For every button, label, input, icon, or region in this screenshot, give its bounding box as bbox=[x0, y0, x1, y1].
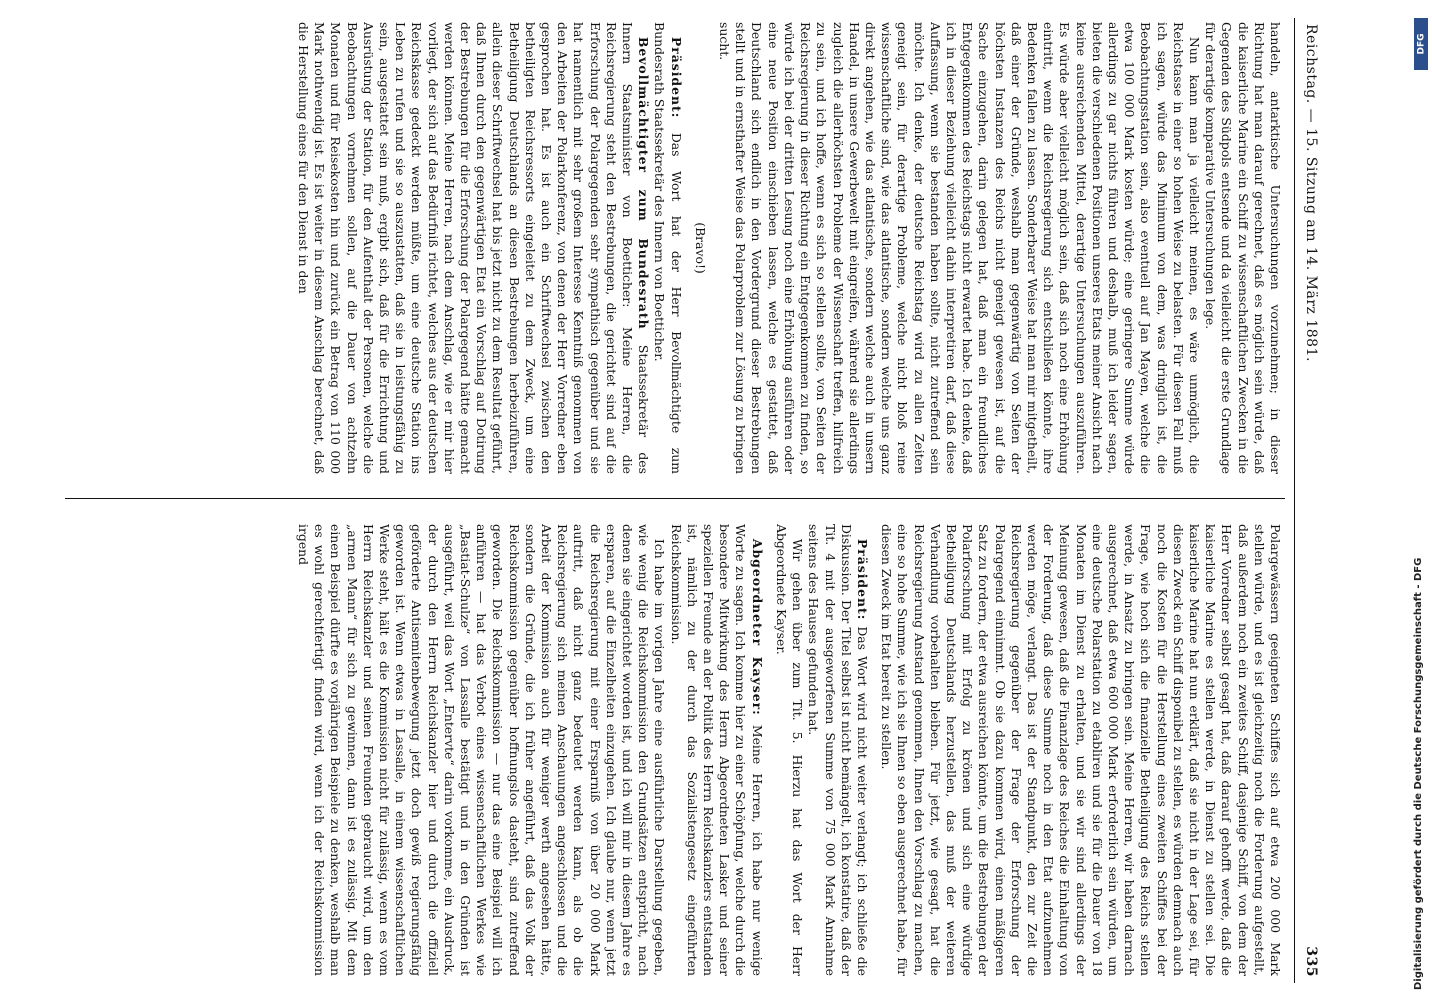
right-column bbox=[68, 524, 1283, 976]
paragraph-gap bbox=[870, 524, 878, 976]
speaker-name: Abgeordneter Kayser: bbox=[749, 538, 765, 716]
speaker-name: Präsident: bbox=[854, 538, 870, 621]
paragraph-gap bbox=[765, 524, 773, 976]
paragraph: Abgeordneter Kayser: Meine Herren, ich habe nur wenige Worte zu sagen. Ich komme hier zu einer Schöpfung, welche durch die besondere Mitwirkung des Herrn Abgeordneten Lasker und seiner speziellen Freunde an der Politik des Herrn Reichskanzlers entstanden ist, nämlich zu der durch das Sozialistengesetz eingeführten Reichskommission. bbox=[668, 524, 765, 976]
paragraph: Bevollmächtigter zum Bundesrath Staatssekretär des Innern Staatsminister von Boetticher: Meine Herren, die Reichsregierung steht den Bestrebungen, die gerichtet sind auf die Erforschung der Polargegenden sehr sympathisch gegenüber und sie hat namentlich mit sehr großem Interesse Kenntniß genommen von den Arbeiten der Polarkonferenz, von denen der Herr Vorredner eben gesprochen hat. Es ist auch ein Schriftwechsel zwischen den betheiligten Reichsressorts eingeleitet zu dem Zweck, um eine Betheiligung Deutschlands an diesen Bestrebungen herbeizuführen, allein dieser Schriftwechsel hat bis jetzt nicht zu dem Resultat geführt, daß Ihnen durch den gegenwärtigen Etat ein Vorschlag auf Dotirung der Bestrebungen für die Erforschung der Polargegend hätte gemacht werden können. Meine Herren, nach dem Anschlag, wie er mir hier vorliegt, der sich auf das Bedürfniß richtet, welches aus der deutschen Reichskasse gedeckt werden müßte, um eine deutsche Station ins Leben zu rufen und sie so auszustatten, daß sie in leistungsfähig zu sein, ausgestattet sein muß, ergibt sich, daß für die Errichtung und Ausrüstung der Station, für den Aufenthalt der Personen, welche die Beobachtungen vornehmen sollen, auf die Dauer von achtzehn Monaten und für Reisekosten hin und zurück ein Betrag von 110 000 Mark nothwendig ist. Es ist weiter in diesem Anschlag berechnet, daß die Herstellung eines für den Dienst in den bbox=[296, 22, 652, 474]
column-divider bbox=[65, 498, 1285, 499]
paragraph: Präsident: Das Wort hat der Herr Bevollmächtigte zum Bundesrath Staatssekretär des Innern von Boetticher. bbox=[652, 22, 684, 474]
dfg-logo: DFG bbox=[1414, 18, 1428, 70]
running-title: Reichstag. — 15. Sitzung am 14. März 1881. bbox=[1303, 24, 1319, 362]
paragraph: (Bravo!) bbox=[692, 222, 708, 274]
left-column bbox=[68, 22, 1283, 474]
document-page bbox=[60, 18, 1325, 983]
paragraph: Präsident: Das Wort wird nicht weiter verlangt; ich schließe die Diskussion. Der Titel selbst ist nicht bemängelt, ich konstatire, daß der Tit. 4 mit der ausgeworfenen Summe von 75 000 Mark Annahme seitens des Hauses gefunden hat. bbox=[806, 524, 870, 976]
speaker-name: Bevollmächtigter zum Bundesrath bbox=[636, 36, 652, 330]
paragraph: Polargewässern geeigneten Schiffes sich auf etwa 200 000 Mark stellen würde, und es ist gleichzeitig noch die Forderung aufgestellt, daß außerdem noch ein zweites Schiff, dasjenige Schiff, von dem der Herr Vorredner selbst gesagt hat, daß darauf gehofft werde, daß die kaiserliche Marine es stellen werde, in Dienst zu stellen sei. Die kaiserliche Marine hat nun erklärt, daß sie nicht in der Lage sei, für diesen Zweck ein Schiff disponibel zu stellen, es würden demnach auch noch die Kosten für die Herstellung eines zweiten Schiffes bei der Frage, wie hoch sich die finanzielle Betheiligung des Reichs stellen werde, in Ansatz zu bringen sein. Meine Herren, wir haben darnach ausgerechnet, daß etwa 600 000 Mark erforderlich sein würden, um eine deutsche Polarstation zu etabliren und sie für die Dauer von 18 Monaten im Dienst zu erhalten, und sie wir sind allerdings der Meinung gewesen, daß die Finanzlage des Reiches die Einhaltung von der Forderung, daß diese Summe noch in den Etat aufzunehmen werden möge, verlangt. Das ist der Standpunkt, den zur Zeit die Reichsregierung gegenüber der Frage der Erforschung der Polargegend einnimmt. Ob sie dazu kommen wird, einen mäßigeren Satz zu fordern, der etwa ausreichen könnte, um die Bestrebungen der Polarforschung mit Erfolg zu krönen und sich eine würdige Betheiligung Deutschlands herzustellen, das muß der weiteren Verhandlung vorbehalten bleiben. Für jetzt, wie gesagt, hat die Reichsregierung Anstand genommen, Ihnen den Vorschlag zu machen, eine so hohe Summe, wie ich sie Ihnen so eben ausgerechnet habe, für diesen Zweck im Etat bereit zu stellen. bbox=[879, 524, 1283, 976]
paragraph: Wir gehen über zum Tit. 5. Hierzu hat das Wort der Herr Abgeordnete Kayser. bbox=[773, 524, 806, 976]
paragraph: handeln, antarktische Untersuchungen vorzunehmen; in dieser Richtung hat man darauf gerechnet, daß es möglich sein würde, daß die kaiserliche Marine ein Schiff zu wissenschaftlichen Zwecken in die Gegenden des Südpols entsende und da vielleicht die erste Grundlage für derartige komparative Untersuchungen lege. bbox=[1203, 22, 1283, 474]
paragraph: Nun kann man ja vielleicht meinen, es wäre unmöglich, die Reichstasse in einer so hohen Weise zu belasten. Für diesen Fall muß ich sagen, würde das Minimum von dem, was dringlich ist, die Beobachtungsstation sein, also eventuell auf Jan Mayen, welche die etwa 100 000 Mark kosten würde; eine geringere Summe würde allerdings zu gar nichts führen und deshalb, muß ich leider sagen, bieten die verschiedenen Positionen unseres Etats meiner Ansicht nach keine ausreichenden Mittel, derartige Untersuchungen auszuführen. Es würde aber vielleicht möglich sein, daß sich noch eine Erhöhung eintritt, wenn die Reichsregierung sich entschließen könnte, ihre Bedenken fallen zu lassen. Sonderbarer Weise hat man mir mitgetheilt, daß einer der Gründe, weshalb man gegenwärtig von Seiten der höchsten Instanzen des Reichs nicht geneigt gewesen ist, auf die Sache einzugehen, darin gelegen hat, daß man ein freundliches Entgegenkommen des Reichstags nicht erwartet habe. Ich denke, daß ich in dieser Beziehung vielleicht dahin interpretiren darf, daß diese Auffassung, wenn sie bestanden haben sollte, nicht zutreffend sein möchte. Ich denke, der deutsche Reichstag wird zu allen Zeiten geneigt sein, für derartige Probleme, welche nicht bloß reine wissenschaftliche sind, wie das atlantische, sondern welche uns ganz direkt angehen, wie das atlantische, sondern welche auch in unsern Handel, in unsere Gewerbewelt mit eingreifen, während sie allerdings zugleich die allerhöchsten Probleme der Wissenschaft treffen, hilfreich zu sein, und ich hoffe, wenn es sich so stellen sollte, von Seiten der Reichsregierung in dieser Richtung ein Entgegenkommen zu finden, so würde ich bei der dritten Lesung noch eine Erhöhung ausführen oder eine neue Position einschieben lassen, welche es gestattet, daß Deutschland sich endlich in den Vordergrund dieser Bestrebungen stellt und in ernsthafter Weise das Polarproblem zur Lösung zu bringen sucht. bbox=[717, 22, 1202, 474]
paragraph: Ich habe im vorigen Jahre eine ausführliche Darstellung gegeben, wie wenig die Reichskommission den Grundsätzen entspricht, nach denen sie eingerichtet worden ist, und ich will mir in diesem Jahre es ersparen, auf die Einzelheiten einzugehen. Ich glaube nur, wenn jetzt die Reichsregierung mit einer Ersparniß von über 20 000 Mark auftritt, daß nicht ganz bedeutet werden kann, als ob die Reichsregierung sich meinen Anschauungen angeschlossen und die Arbeit der Kommission auch für weniger werth angesehen hätte, sondern die Gründe, die ich früher angeführt, daß das Volk der Reichskommission gegenüber hoffnungslos dasteht, sind zutreffend geworden. Die Reichskommission — nur das eine Beispiel will ich anführen — hat das Verbot eines wissenschaftlichen Werkes wie „Bastiat-Schulze“ von Lassalle bestätigt und in den Gründen ist ausgeführt, weil das Wort „Entervte“ darin vorkomme, ein Ausdruck, der durch den Herrn Reichskanzler hier und durch die offiziell geförderte Antisemitenbewegung jetzt doch gewiß regierungsfähig geworden ist. Wenn etwas in Lassalle, in einem wissenschaftlichen Werke steht, hält es die Kommission nicht für zulässig, wenn es vom Herrn Reichskanzler und seinen Freunden gebraucht wird, um den „armen Mann“ für sich zu gewinnen, dann ist es zulässig. Mit dem einen Beispiel dürfte es vorjährigen Beispiele zu denken, weshalb man es wohl gerechtfertigt finden wird, wenn ich der Reichskommission irgend bbox=[296, 524, 668, 976]
dfg-credit-line: Digitalisierung gefördert durch die Deutsche Forschungsgemeinschaft - DFG bbox=[1413, 557, 1424, 990]
page-number: 335 bbox=[1303, 946, 1319, 977]
page-header bbox=[1294, 18, 1325, 983]
speaker-name: Präsident: bbox=[668, 36, 684, 119]
